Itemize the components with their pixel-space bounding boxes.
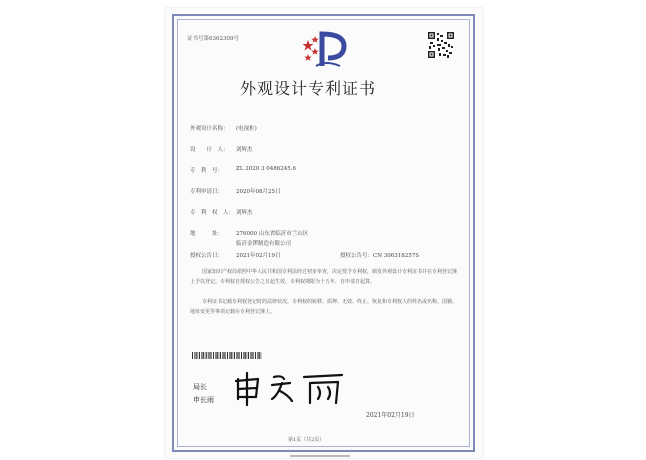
- certificate-paragraph-1: 国家知识产权局依照中华人民共和国专利法经过初步审查，决定授予专利权，颁发外观设计专利证书并在专利登记簿上予以登记。专利权自授权公告之日起生效。专利权期限为十五年，自申请日起算。: [190, 269, 458, 285]
- certificate-paragraph-2: 专利证书记载专利权登记时的法律状况。专利权的转移、质押、无效、终止、恢复和专利权人的姓名或名称、国籍、地址变更等事项记载在专利登记簿上。: [190, 299, 458, 315]
- signature-date: 2021年02月19日: [366, 412, 415, 419]
- field-value-patentee: 刘辉杰: [236, 210, 253, 216]
- field-value-address: 276000 山东省临沂市兰山区: [236, 231, 309, 237]
- signature-title: 局长: [193, 383, 207, 391]
- field-label-address: 地 址：: [190, 231, 224, 237]
- handwritten-signature: [232, 369, 350, 407]
- field-label-designer: 设 计 人：: [190, 147, 229, 153]
- cnipa-logo-icon: [300, 30, 352, 70]
- field-value-grant-date: 2021年02月19日: [236, 253, 281, 259]
- field-value-designer: 刘辉杰: [236, 147, 253, 153]
- signature-name: 申长雨: [193, 396, 214, 404]
- field-label-application-date: 专利申请日：: [190, 189, 224, 195]
- field-value-design-name: (电视柜): [236, 126, 257, 132]
- field-value-address-line2: 临沂金锣制造有限公司: [236, 241, 292, 247]
- field-value-application-date: 2020年08月25日: [236, 189, 281, 195]
- field-label-design-name: 外观设计名称：: [190, 126, 229, 132]
- certificate-number: 证书号第6362309号: [187, 36, 239, 42]
- field-value-patent-number: ZL 2020 3 0486245.6: [236, 166, 296, 172]
- barcode-icon: [192, 352, 262, 359]
- field-label-grant-date: 授权公告日：: [190, 253, 224, 259]
- qr-code-icon: [428, 32, 454, 58]
- field-label-patent-number: 专 利 号：: [190, 168, 224, 174]
- field-label-patentee: 专 利 权 人：: [190, 210, 235, 216]
- page-indicator: 第1页（共2页）: [288, 437, 325, 443]
- certificate-title: 外观设计专利证书: [240, 79, 377, 98]
- field-value-grant-number: 授权公告号：CN 306318257S: [340, 253, 420, 259]
- bottom-divider: [290, 455, 350, 457]
